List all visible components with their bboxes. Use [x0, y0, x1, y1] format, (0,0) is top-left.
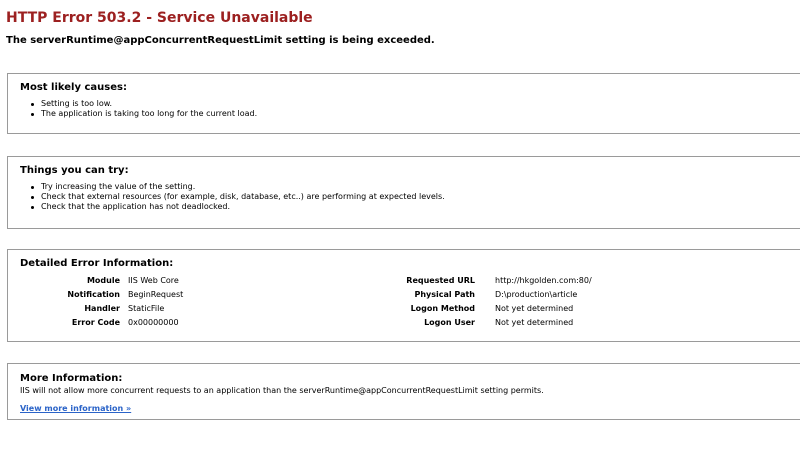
- table-row: [20, 276, 800, 290]
- detail-value: http://hkgolden.com:80/: [495, 276, 592, 285]
- table-row: [20, 318, 800, 332]
- detail-key: Logon User: [424, 318, 475, 327]
- detailed-error-panel: [7, 249, 800, 342]
- detail-key: Logon Method: [410, 304, 475, 313]
- causes-list: [20, 99, 800, 119]
- detail-table: [20, 276, 800, 336]
- list-item: The application is taking too long for the current load.: [20, 109, 800, 119]
- things-to-try-list: [20, 182, 800, 212]
- more-information-heading: More Information:: [20, 373, 123, 384]
- detail-value: BeginRequest: [128, 290, 184, 299]
- more-information-panel: [7, 363, 800, 420]
- detail-key: Error Code: [71, 318, 120, 327]
- table-row: [20, 304, 800, 318]
- detail-value: IIS Web Core: [128, 276, 179, 285]
- detail-key: Handler: [84, 304, 120, 313]
- causes-panel: [7, 73, 800, 134]
- detail-value: Not yet determined: [495, 318, 574, 327]
- error-header: [6, 10, 435, 46]
- detail-value: Not yet determined: [495, 304, 574, 313]
- detail-key: Notification: [67, 290, 120, 299]
- table-row: [20, 290, 800, 304]
- error-subtitle: The serverRuntime@appConcurrentRequestLimit setting is being exceeded.: [6, 35, 435, 46]
- detail-key: Requested URL: [406, 276, 475, 285]
- list-item: Try increasing the value of the setting.: [20, 182, 800, 192]
- things-to-try-heading: Things you can try:: [20, 165, 129, 176]
- detailed-error-heading: Detailed Error Information:: [20, 258, 174, 269]
- list-item: Check that external resources (for example, disk, database, etc..) are performing at expected levels.: [20, 192, 800, 202]
- more-information-text: IIS will not allow more concurrent requests to an application than the serverRuntime@appConcurrentRequestLimit setting permits.: [20, 386, 544, 395]
- detail-value: D:\production\article: [495, 290, 578, 299]
- detail-value: 0x00000000: [128, 318, 179, 327]
- list-item: Check that the application has not deadlocked.: [20, 202, 800, 212]
- view-more-information-link[interactable]: View more information »: [20, 404, 132, 413]
- detail-key: Module: [86, 276, 120, 285]
- things-to-try-panel: [7, 156, 800, 229]
- detail-key: Physical Path: [414, 290, 475, 299]
- error-title: HTTP Error 503.2 - Service Unavailable: [6, 10, 313, 26]
- list-item: Setting is too low.: [20, 99, 800, 109]
- detail-value: StaticFile: [128, 304, 165, 313]
- causes-heading: Most likely causes:: [20, 82, 127, 93]
